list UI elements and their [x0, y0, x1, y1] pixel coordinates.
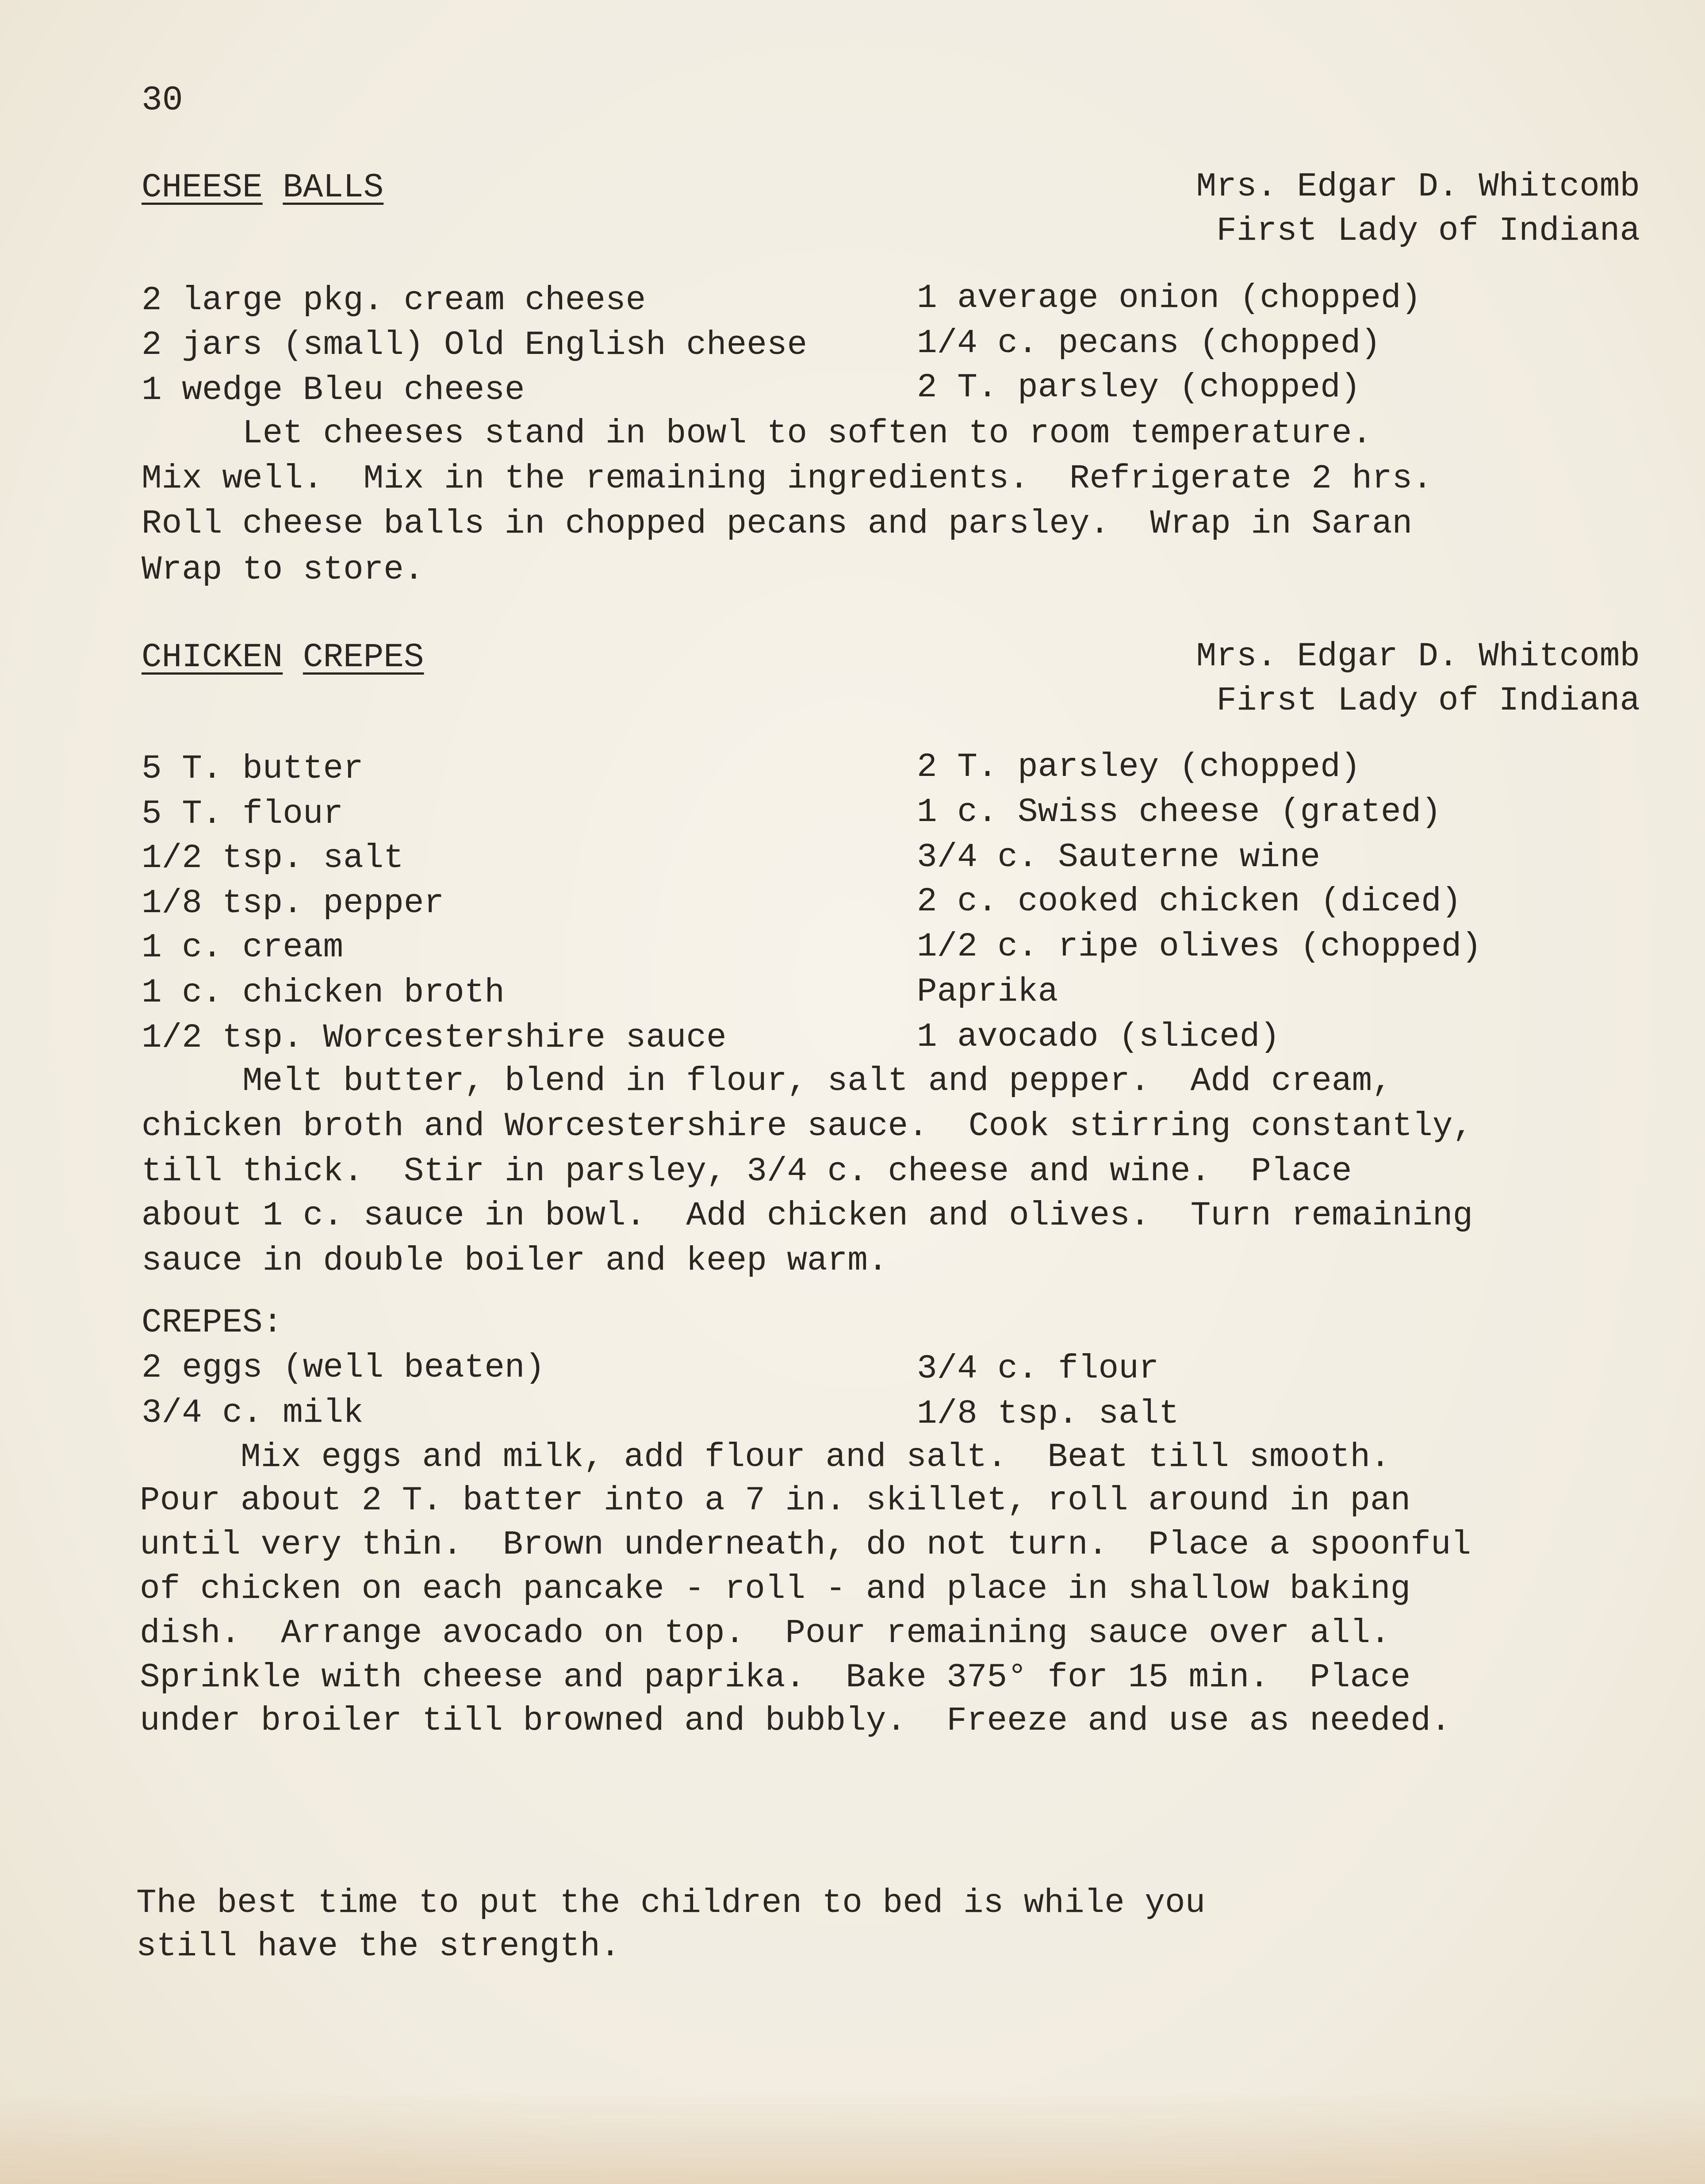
ingredient: 1/2 c. ripe olives (chopped)	[917, 928, 1482, 966]
direction-line: dish. Arrange avocado on top. Pour remaining sauce over all.	[140, 1614, 1391, 1652]
ingredient: 3/4 c. milk	[142, 1394, 364, 1432]
direction-line: Mix eggs and milk, add flour and salt. Beat till smooth.	[140, 1438, 1391, 1476]
ingredient: 1/2 tsp. salt	[142, 839, 404, 877]
ingredient: 2 T. parsley (chopped)	[917, 368, 1361, 407]
direction-line: Mix well. Mix in the remaining ingredients. Refrigerate 2 hrs.	[142, 460, 1433, 498]
page-number: 30	[142, 81, 183, 120]
recipe-author-title: First Lady of Indiana	[1216, 682, 1640, 720]
ingredient: 2 eggs (well beaten)	[142, 1349, 545, 1387]
recipe-author-title: First Lady of Indiana	[1216, 212, 1640, 250]
ingredient: 1/2 tsp. Worcestershire sauce	[142, 1019, 727, 1057]
page-stain	[0, 2091, 1705, 2184]
direction-line: Wrap to store.	[142, 551, 424, 589]
title-word: CHICKEN	[142, 638, 283, 676]
ingredient: 1/8 tsp. pepper	[142, 884, 444, 922]
title-word: CHEESE	[142, 169, 263, 207]
title-word: BALLS	[283, 169, 384, 207]
direction-line: under broiler till browned and bubbly. Freeze and use as needed.	[140, 1702, 1451, 1740]
ingredient: 5 T. butter	[142, 750, 364, 788]
ingredient: 1/4 c. pecans (chopped)	[917, 324, 1381, 362]
direction-line: Let cheeses stand in bowl to soften to room temperature.	[142, 415, 1372, 453]
direction-line: chicken broth and Worcestershire sauce. Cook stirring constantly,	[142, 1107, 1473, 1145]
recipe-author: Mrs. Edgar D. Whitcomb	[1196, 637, 1640, 676]
direction-line: Melt butter, blend in flour, salt and pepper. Add cream,	[142, 1062, 1392, 1100]
quote-line: The best time to put the children to bed is while you	[136, 1884, 1206, 1922]
recipe-author: Mrs. Edgar D. Whitcomb	[1196, 168, 1640, 206]
direction-line: of chicken on each pancake - roll - and place in shallow baking	[140, 1570, 1411, 1608]
direction-line: Pour about 2 T. batter into a 7 in. skillet, roll around in pan	[140, 1482, 1411, 1520]
direction-line: Roll cheese balls in chopped pecans and parsley. Wrap in Saran	[142, 505, 1413, 543]
ingredient: 1/8 tsp. salt	[917, 1395, 1179, 1433]
ingredient: 2 large pkg. cream cheese	[142, 281, 646, 319]
direction-line: until very thin. Brown underneath, do not turn. Place a spoonful	[140, 1526, 1471, 1564]
ingredient: 3/4 c. flour	[917, 1350, 1159, 1388]
ingredient: 1 c. cream	[142, 929, 344, 967]
crepes-heading: CREPES:	[142, 1304, 283, 1342]
ingredient: 2 jars (small) Old English cheese	[142, 326, 808, 364]
ingredient: 1 c. chicken broth	[142, 974, 505, 1012]
recipe-title-chicken-crepes	[142, 638, 424, 676]
ingredient: Paprika	[917, 973, 1058, 1011]
ingredient: 1 average onion (chopped)	[917, 279, 1421, 317]
quote-line: still have the strength.	[136, 1927, 621, 1965]
direction-line: about 1 c. sauce in bowl. Add chicken and olives. Turn remaining	[142, 1197, 1473, 1235]
ingredient: 1 avocado (sliced)	[917, 1018, 1280, 1056]
direction-line: till thick. Stir in parsley, 3/4 c. cheese and wine. Place	[142, 1152, 1352, 1190]
direction-line: sauce in double boiler and keep warm.	[142, 1242, 888, 1280]
ingredient: 5 T. flour	[142, 795, 344, 833]
ingredient: 3/4 c. Sauterne wine	[917, 838, 1321, 876]
ingredient: 2 c. cooked chicken (diced)	[917, 883, 1462, 921]
ingredient: 1 wedge Bleu cheese	[142, 371, 525, 409]
ingredient: 1 c. Swiss cheese (grated)	[917, 793, 1441, 831]
title-word: CREPES	[303, 638, 424, 676]
direction-line: Sprinkle with cheese and paprika. Bake 375° for 15 min. Place	[140, 1658, 1411, 1697]
ingredient: 2 T. parsley (chopped)	[917, 748, 1361, 786]
recipe-title-cheese-balls	[142, 169, 384, 207]
